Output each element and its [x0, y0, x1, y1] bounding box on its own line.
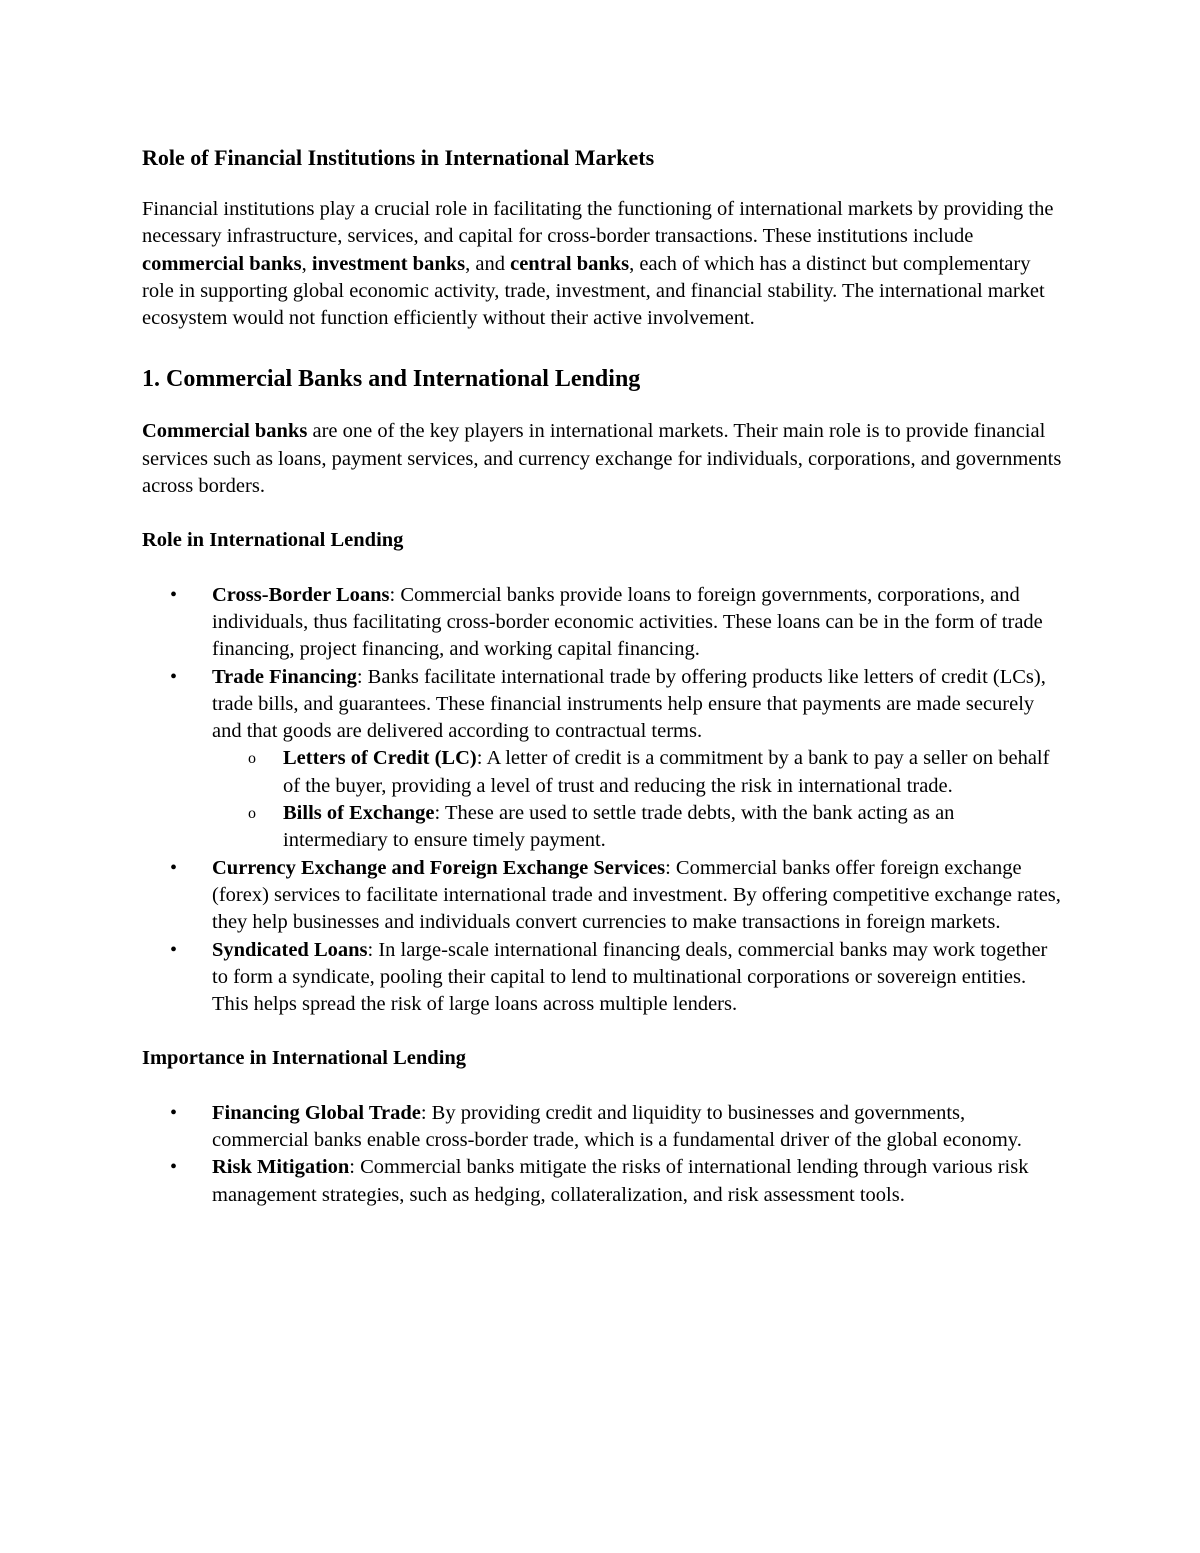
sub-list-item [212, 800, 1062, 855]
list-item [142, 937, 1062, 1019]
section-intro-text: are one of the key players in international markets. Their main role is to provide financial services such as loans, payment services, and currency exchange for individuals, corporations, and governments across borders. [142, 420, 1062, 498]
circle-bullet-icon: o [248, 750, 256, 768]
list-item-text: : Commercial banks offer foreign exchange (forex) services to facilitate international trade and investment. By offering competitive exchange rates, they help businesses and individuals convert currencies to make transactions in foreign markets. [212, 856, 1061, 934]
sub-list-item [212, 745, 1062, 800]
circle-bullet-icon: o [248, 805, 256, 823]
list-item-term: Syndicated Loans [212, 938, 368, 961]
list-item [142, 1100, 1062, 1155]
sub-list [212, 745, 1062, 854]
sub-list-item-text: : These are used to settle trade debts, with the bank acting as an intermediary to ensure timely payment. [283, 802, 955, 852]
importance-list [142, 1100, 1062, 1209]
list-item-term: Trade Financing [212, 665, 357, 688]
list-item [142, 582, 1062, 664]
list-item-text: : Commercial banks mitigate the risks of international lending through various risk management strategies, such as hedging, collateralization, and risk assessment tools. [212, 1156, 1029, 1206]
list-item-term: Currency Exchange and Foreign Exchange Services [212, 856, 666, 879]
sub-list-item-term: Letters of Credit (LC) [283, 747, 477, 770]
document-page [142, 142, 1062, 1209]
list-item-text: : Banks facilitate international trade by offering products like letters of credit (LCs), trade bills, and guarantees. These financial instruments help ensure that payments are made securely and that goods are delivered according to contractual terms. [212, 665, 1046, 743]
intro-term-central-banks: central banks [510, 252, 630, 275]
bullet-icon: • [170, 1101, 178, 1124]
bullet-icon: • [170, 1156, 178, 1179]
intro-text-3: , and [465, 252, 511, 275]
list-item-term: Risk Mitigation [212, 1156, 350, 1179]
intro-term-investment-banks: investment banks [311, 252, 466, 275]
list-item-term: Cross-Border Loans [212, 583, 390, 606]
subheading-role: Role in International Lending [142, 529, 404, 552]
intro-term-commercial-banks: commercial banks [142, 252, 302, 275]
intro-paragraph [142, 196, 1062, 332]
list-item [142, 1154, 1062, 1209]
intro-text-2: , [301, 252, 312, 275]
bullet-icon: • [170, 938, 178, 961]
sub-list-item-text: : A letter of credit is a commitment by a bank to pay a seller on behalf of the buyer, providing a level of trust and reducing the risk in international trade. [283, 747, 1050, 797]
bullet-icon: • [170, 856, 178, 879]
list-item-text: : In large-scale international financing deals, commercial banks may work together to form a syndicate, pooling their capital to lend to multinational corporations or sovereign entities. This helps spread the risk of large loans across multiple lenders. [212, 938, 1048, 1016]
intro-text-1: Financial institutions play a crucial role in facilitating the functioning of international markets by providing the necessary infrastructure, services, and capital for cross-border transactions. These institutions include [142, 198, 1054, 248]
list-item [142, 855, 1062, 937]
subheading-importance: Importance in International Lending [142, 1047, 467, 1070]
list-item-term: Financing Global Trade [212, 1101, 421, 1124]
list-item-text: : Commercial banks provide loans to foreign governments, corporations, and individuals, thus facilitating cross-border economic activities. These loans can be in the form of trade financing, project financing, and working capital financing. [212, 583, 1043, 661]
document-title: Role of Financial Institutions in International Markets [142, 145, 655, 170]
bullet-icon: • [170, 583, 178, 606]
sub-list-item-term: Bills of Exchange [283, 802, 435, 825]
section-intro-paragraph [142, 418, 1062, 500]
intro-text-4: , each of which has a distinct but complementary role in supporting global economic activity, trade, investment, and financial stability. The international market ecosystem would not function efficiently without their active involvement. [142, 252, 1045, 330]
list-item-text: : By providing credit and liquidity to businesses and governments, commercial banks enable cross-border trade, which is a fundamental driver of the global economy. [212, 1101, 1022, 1152]
role-list [142, 582, 1062, 1019]
list-item [142, 664, 1062, 855]
section-intro-term: Commercial banks [142, 420, 308, 443]
section-heading-commercial-banks: 1. Commercial Banks and International Lending [142, 366, 641, 393]
bullet-icon: • [170, 665, 178, 688]
